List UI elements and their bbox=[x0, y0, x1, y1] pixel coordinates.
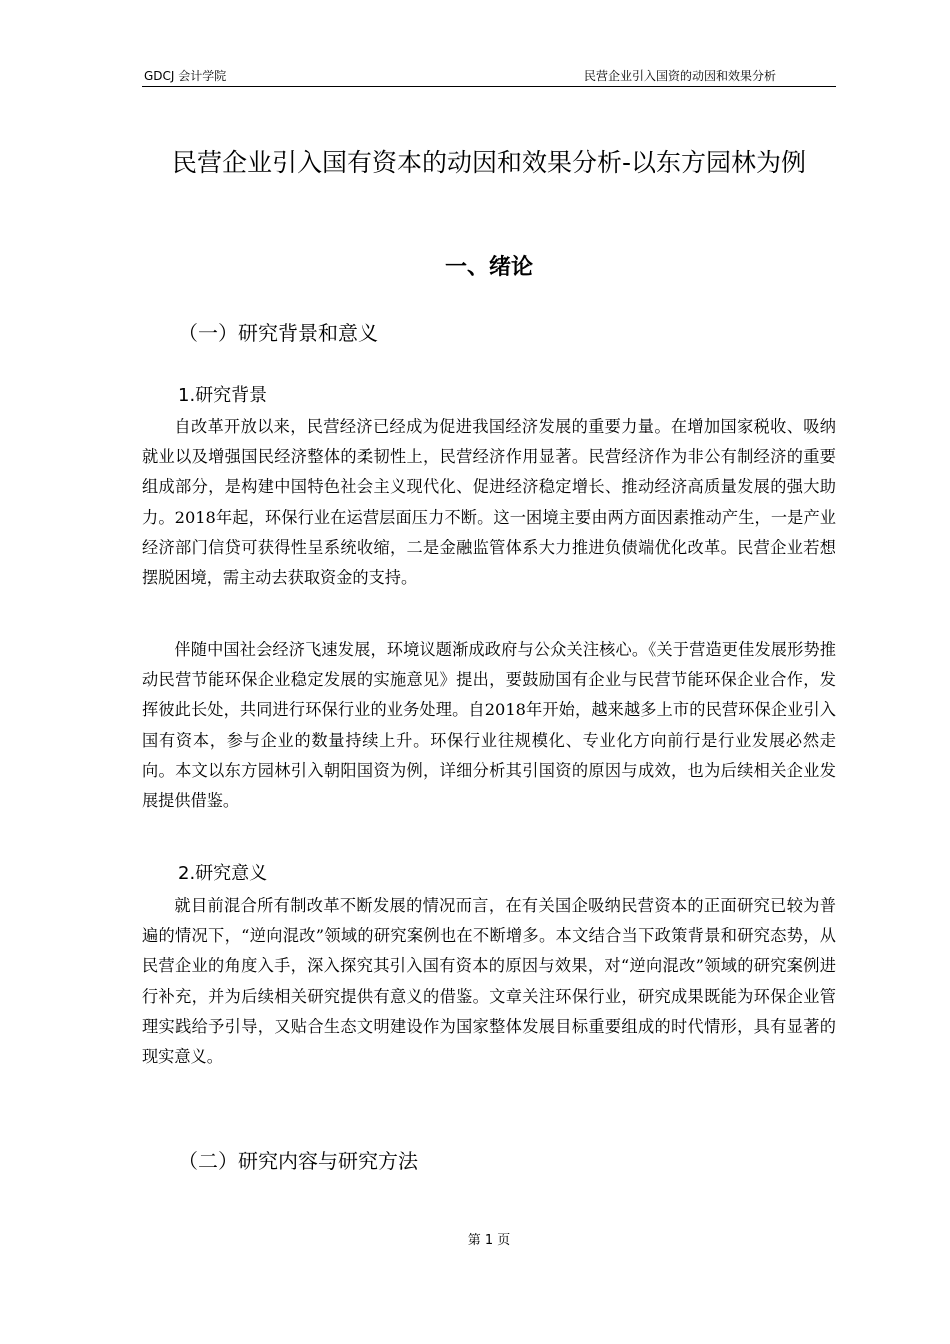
subsection-heading-significance: 2.研究意义 bbox=[178, 863, 268, 884]
document-title: 民营企业引入国有资本的动因和效果分析-以东方园林为例 bbox=[171, 148, 807, 177]
section-heading-background: （一）研究背景和意义 bbox=[178, 321, 378, 345]
header-right-text: 民营企业引入国资的动因和效果分析 bbox=[583, 69, 776, 83]
section-heading-content-methods: （二）研究内容与研究方法 bbox=[178, 1149, 418, 1173]
page-number: 第 1 页 bbox=[467, 1233, 511, 1248]
paragraph-background-2: 伴随中国社会经济飞速发展，环境议题渐成政府与公众关注核心。《关于营造更佳发展形势推动民营节能环保企业稳定发展的实施意见》提出，要鼓励国有企业与民营节能环保企业合作，发挥彼此长处，共同进行环保行业的业务处理。自2018年开始，越来越多上市的民营环保企业引入国有资本，参与企业的数量持续上升。环保行业往规模化、专业化方向前行是行业发展必然走向。本文以东方园林引入朝阳国资为例，详细分析其引国资的原因与成效，也为后续相关企业发展提供借鉴。 bbox=[142, 640, 836, 811]
subsection-heading-background: 1.研究背景 bbox=[178, 385, 268, 406]
chapter-heading: 一、绪论 bbox=[444, 255, 533, 280]
header-left-text: GDCJ 会计学院 bbox=[144, 69, 227, 83]
page-header bbox=[142, 68, 836, 87]
paragraph-significance-1: 就目前混合所有制改革不断发展的情况而言，在有关国企吸纳民营资本的正面研究已较为普遍的情况下，“逆向混改”领域的研究案例也在不断增多。本文结合当下政策背景和研究态势，从民营企业的角度入手，深入探究其引入国有资本的原因与效果，对“逆向混改”领域的研究案例进行补充，并为后续相关研究提供有意义的借鉴。文章关注环保行业，研究成果既能为环保企业管理实践给予引导，又贴合生态文明建设作为国家整体发展目标重要组成的时代情形，具有显著的现实意义。 bbox=[142, 896, 836, 1067]
paragraph-background-1: 自改革开放以来，民营经济已经成为促进我国经济发展的重要力量。在增加国家税收、吸纳就业以及增强国民经济整体的柔韧性上，民营经济作用显著。民营经济作为非公有制经济的重要组成部分，是构建中国特色社会主义现代化、促进经济稳定增长、推动经济高质量发展的强大助力。2018年起，环保行业在运营层面压力不断。这一困境主要由两方面因素推动产生，一是产业经济部门信贷可获得性呈系统收缩，二是金融监管体系大力推进负债端优化改革。民营企业若想摆脱困境，需主动去获取资金的支持。 bbox=[142, 417, 836, 588]
